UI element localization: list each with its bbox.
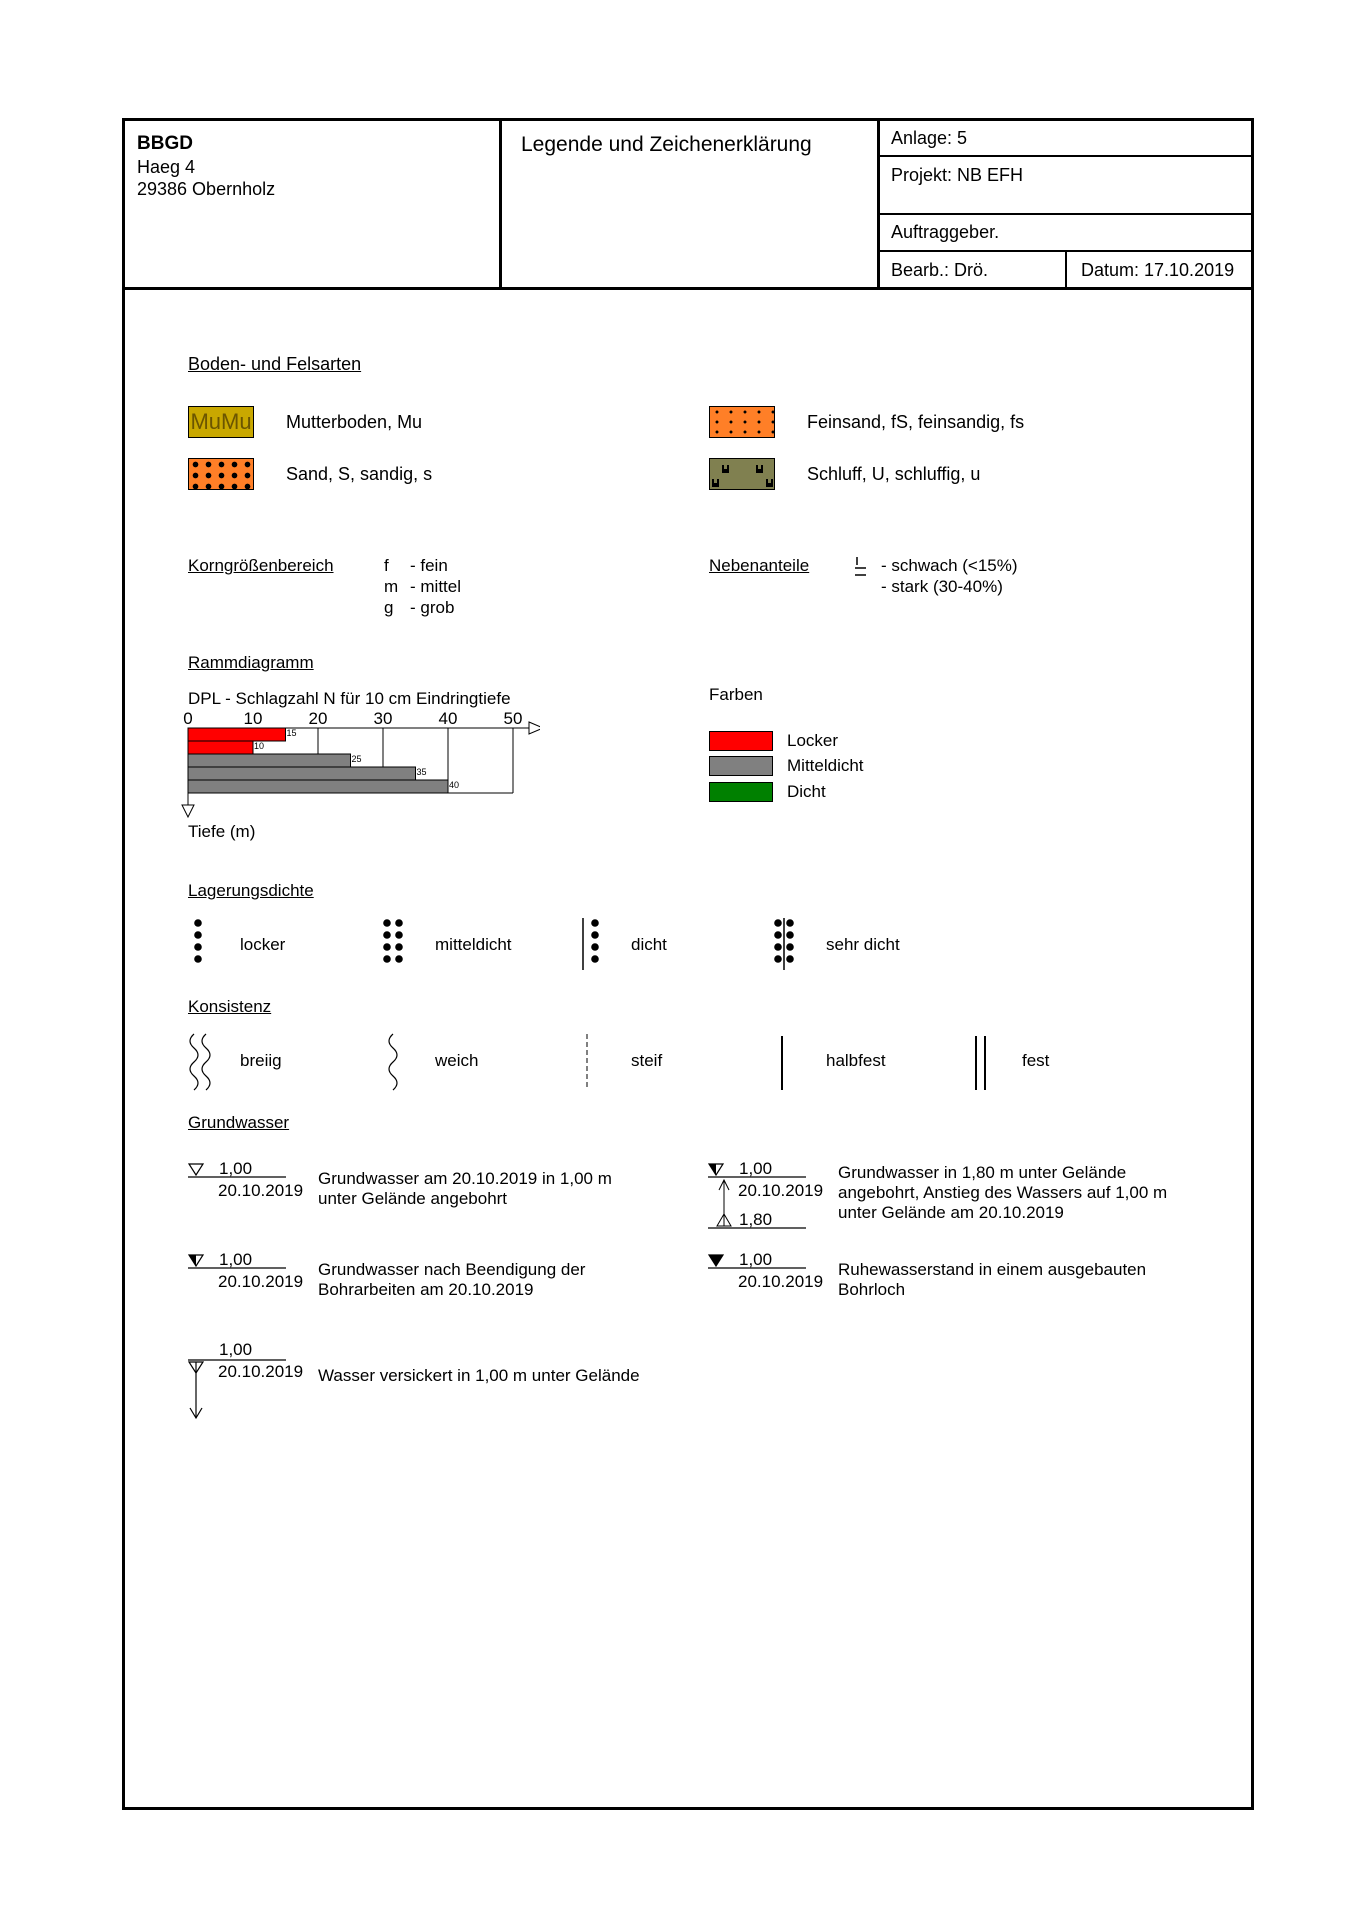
- schluff-pattern: [710, 459, 774, 489]
- color-swatch-dicht: [709, 782, 773, 802]
- consistency-fest-label: fest: [1022, 1051, 1050, 1070]
- gw5-depth: 1,00: [219, 1340, 253, 1359]
- anlage-field: Anlage: 5: [891, 128, 968, 148]
- ramm-tick-label: 20: [308, 709, 328, 728]
- header-row-line-2: [877, 213, 1254, 215]
- ramm-bar-label: 25: [351, 754, 362, 764]
- ramm-tick-label: 40: [438, 709, 458, 728]
- gw3-text-2: Bohrarbeiten am 20.10.2019: [318, 1280, 534, 1299]
- gw1-text-1: Grundwasser am 20.10.2019 in 1,00 m: [318, 1169, 612, 1188]
- gw2-date: 20.10.2019: [738, 1181, 824, 1200]
- gw3-depth: 1,00: [219, 1250, 253, 1269]
- secondary-symbol: [854, 556, 870, 582]
- density-locker-icon: [188, 918, 208, 970]
- header-divider-2: [877, 118, 880, 290]
- ramm-tick-label: 30: [373, 709, 393, 728]
- header-row-line-1: [877, 155, 1254, 157]
- density-locker-label: locker: [240, 935, 286, 954]
- consistency-breiig-icon: [184, 1032, 218, 1092]
- grain-heading: Korngrößenbereich: [188, 556, 334, 575]
- gw4-date: 20.10.2019: [738, 1272, 824, 1291]
- grain-value-m: - mittel: [410, 577, 461, 596]
- color-swatch-locker: [709, 731, 773, 751]
- header-bottom-line: [122, 287, 1254, 290]
- grain-key-m: m: [384, 577, 399, 596]
- auftraggeber-field: Auftraggeber.: [891, 222, 1000, 242]
- bearb-field: Bearb.: Drö.: [891, 260, 989, 280]
- mutterboden-label: Mutterboden, Mu: [286, 412, 423, 432]
- schluff-swatch: [709, 458, 775, 490]
- soil-heading: Boden- und Felsarten: [188, 354, 362, 374]
- sand-label: Sand, S, sandig, s: [286, 464, 433, 484]
- ramm-tick-label: 10: [243, 709, 263, 728]
- ramm-caption: DPL - Schlagzahl N für 10 cm Eindringtiefe: [188, 689, 511, 708]
- consistency-heading: Konsistenz: [188, 997, 272, 1016]
- groundwater-heading: Grundwasser: [188, 1113, 290, 1132]
- gw5-text-1: Wasser versickert in 1,00 m unter Gelände: [318, 1366, 640, 1385]
- consistency-weich-label: weich: [435, 1051, 479, 1070]
- mutterboden-swatch: [188, 406, 254, 438]
- color-label-dicht: Dicht: [787, 782, 826, 801]
- ramm-bar: [188, 728, 286, 741]
- density-sehr-dicht-label: sehr dicht: [826, 935, 900, 954]
- gw4-text-2: Bohrloch: [838, 1280, 906, 1299]
- ramm-tick-label: 50: [503, 709, 523, 728]
- ramm-bar: [188, 754, 351, 767]
- ramm-bar-label: 35: [416, 767, 427, 777]
- gw3-text-1: Grundwasser nach Beendigung der: [318, 1260, 586, 1279]
- grain-value-f: - fein: [410, 556, 448, 575]
- feinsand-label: Feinsand, fS, feinsandig, fs: [807, 412, 1025, 432]
- header-divider-1: [499, 118, 502, 290]
- density-dicht-icon: [577, 916, 607, 972]
- ramm-tick-label: 0: [183, 709, 193, 728]
- colors-heading: Farben: [709, 685, 763, 704]
- gw5-date: 20.10.2019: [218, 1362, 304, 1381]
- ramm-bar: [188, 780, 448, 793]
- ramm-bar: [188, 767, 416, 780]
- gw4-text-1: Ruhewasserstand in einem ausgebauten: [838, 1260, 1147, 1279]
- consistency-weich-icon: [383, 1032, 403, 1092]
- ramm-bar-label: 40: [449, 780, 460, 790]
- density-mitteldicht-label: mitteldicht: [435, 935, 512, 954]
- ramm-y-arrow-icon: [182, 805, 194, 817]
- density-dicht-label: dicht: [631, 935, 667, 954]
- datum-field: Datum: 17.10.2019: [1081, 260, 1235, 280]
- secondary-strong: - stark (30-40%): [881, 577, 1003, 596]
- gw2-text-1: Grundwasser in 1,80 m unter Gelände: [838, 1163, 1127, 1182]
- company-street: Haeg 4: [137, 157, 196, 177]
- color-label-locker: Locker: [787, 731, 839, 750]
- ramm-heading: Rammdiagramm: [188, 653, 314, 672]
- density-mitteldicht-icon: [379, 918, 409, 970]
- ramm-chart: [180, 706, 540, 826]
- company-city: 29386 Obernholz: [137, 179, 276, 199]
- mutterboden-pattern: MuMu: [190, 409, 252, 434]
- consistency-halbfest-label: halbfest: [826, 1051, 886, 1070]
- document-title: Legende und Zeichenerklärung: [521, 133, 812, 156]
- gw3-date: 20.10.2019: [218, 1272, 304, 1291]
- projekt-field: Projekt: NB EFH: [891, 165, 1024, 185]
- gw2-text-2: angebohrt, Anstieg des Wassers auf 1,00 m: [838, 1183, 1168, 1202]
- gw2-text-3: unter Gelände am 20.10.2019: [838, 1203, 1064, 1222]
- schluff-label: Schluff, U, schluffig, u: [807, 464, 981, 484]
- ramm-bar-label: 15: [286, 728, 297, 738]
- ramm-bar: [188, 741, 253, 754]
- ramm-bar-label: 10: [254, 741, 265, 751]
- gw2-depth: 1,00: [739, 1159, 773, 1178]
- secondary-heading: Nebenanteile: [709, 556, 810, 575]
- grain-key-f: f: [384, 556, 389, 575]
- density-heading: Lagerungsdichte: [188, 881, 314, 900]
- density-sehr-dicht-icon: [771, 916, 801, 972]
- consistency-steif-icon: [584, 1034, 590, 1090]
- consistency-breiig-label: breiig: [240, 1051, 282, 1070]
- sand-swatch: [188, 458, 254, 490]
- gw2-depth2: 1,80: [739, 1210, 773, 1229]
- grain-value-g: - grob: [410, 598, 455, 617]
- company-name: BBGD: [137, 133, 193, 154]
- feinsand-swatch: [709, 406, 775, 438]
- consistency-fest-icon-b: [984, 1036, 986, 1090]
- gw1-depth: 1,00: [219, 1159, 253, 1178]
- consistency-fest-icon-a: [975, 1036, 977, 1090]
- secondary-weak: - schwach (<15%): [881, 556, 1018, 575]
- color-swatch-mitteldicht: [709, 756, 773, 776]
- ramm-ylabel: Tiefe (m): [188, 822, 256, 841]
- ramm-x-arrow-icon: [529, 722, 540, 734]
- consistency-steif-label: steif: [631, 1051, 663, 1070]
- gw4-depth: 1,00: [739, 1250, 773, 1269]
- consistency-halbfest-icon: [781, 1036, 783, 1090]
- color-label-mitteldicht: Mitteldicht: [787, 756, 864, 775]
- gw1-date: 20.10.2019: [218, 1181, 304, 1200]
- header-divider-3: [1065, 250, 1067, 288]
- grain-key-g: g: [384, 598, 394, 617]
- gw1-text-2: unter Gelände angebohrt: [318, 1189, 508, 1208]
